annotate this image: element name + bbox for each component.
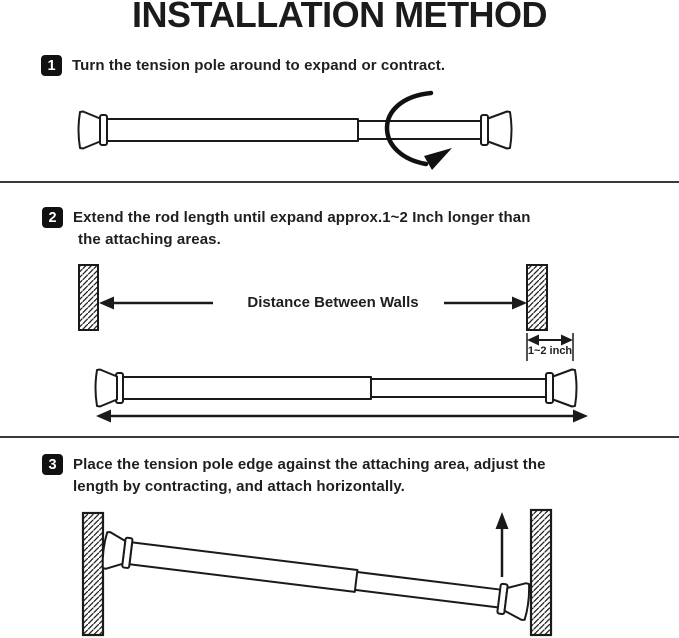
step-3-text-line-2: length by contracting, and attach horizontally. <box>73 478 405 495</box>
tension-pole-extended <box>96 370 577 407</box>
pole-left-end-cap <box>101 532 126 571</box>
lift-up-arrow <box>496 512 509 577</box>
step-2-header <box>42 207 531 251</box>
pole-left-end-cap <box>79 112 101 149</box>
step-3-text-line-1: Place the tension pole edge against the attaching area, adjust the <box>73 456 546 473</box>
page-title: INSTALLATION METHOD <box>131 0 548 35</box>
step-2-text-line-1: Extend the rod length until expand approx.1~2 Inch longer than <box>73 209 531 226</box>
pole-thin-tube <box>353 572 504 608</box>
left-wall <box>83 513 103 635</box>
pole-right-collar <box>481 115 488 145</box>
step-3-badge: 3 <box>42 454 63 475</box>
step-3-illustration <box>0 503 679 638</box>
step-2-illustration <box>0 258 679 434</box>
pole-right-end-cap <box>488 112 512 149</box>
step-2-text-line-2: the attaching areas. <box>78 231 221 248</box>
pole-thick-tube <box>106 119 358 141</box>
tension-pole <box>79 112 512 149</box>
distance-arrow-left <box>99 297 213 310</box>
section-divider-2 <box>0 436 679 438</box>
step-2-badge: 2 <box>42 207 63 228</box>
pole-thin-tube <box>370 379 548 397</box>
step-2-text <box>73 207 531 251</box>
pole-thick-tube <box>123 377 371 399</box>
right-wall <box>527 265 547 330</box>
step-1-badge: 1 <box>41 55 62 76</box>
distance-between-walls-label: Distance Between Walls <box>247 294 419 311</box>
step-1-header <box>41 55 445 77</box>
right-wall <box>531 510 551 635</box>
pole-left-collar <box>100 115 107 145</box>
left-wall <box>79 265 98 330</box>
pole-right-collar <box>546 373 553 403</box>
step-3-header <box>42 454 546 498</box>
section-divider-1 <box>0 181 679 183</box>
pole-right-end-cap <box>504 581 531 620</box>
pole-thick-tube <box>129 542 357 592</box>
tension-pole-tilted <box>101 532 530 621</box>
step-1-illustration <box>0 85 679 180</box>
distance-arrow-right <box>444 297 527 310</box>
step-1-text: Turn the tension pole around to expand or contract. <box>72 57 446 74</box>
step-3-text <box>73 454 546 498</box>
rod-length-arrow <box>96 410 588 423</box>
gap-measure-label: 1~2 inch <box>527 345 573 357</box>
pole-right-end-cap <box>553 370 577 407</box>
pole-thin-tube <box>357 121 483 139</box>
pole-left-end-cap <box>96 370 118 407</box>
